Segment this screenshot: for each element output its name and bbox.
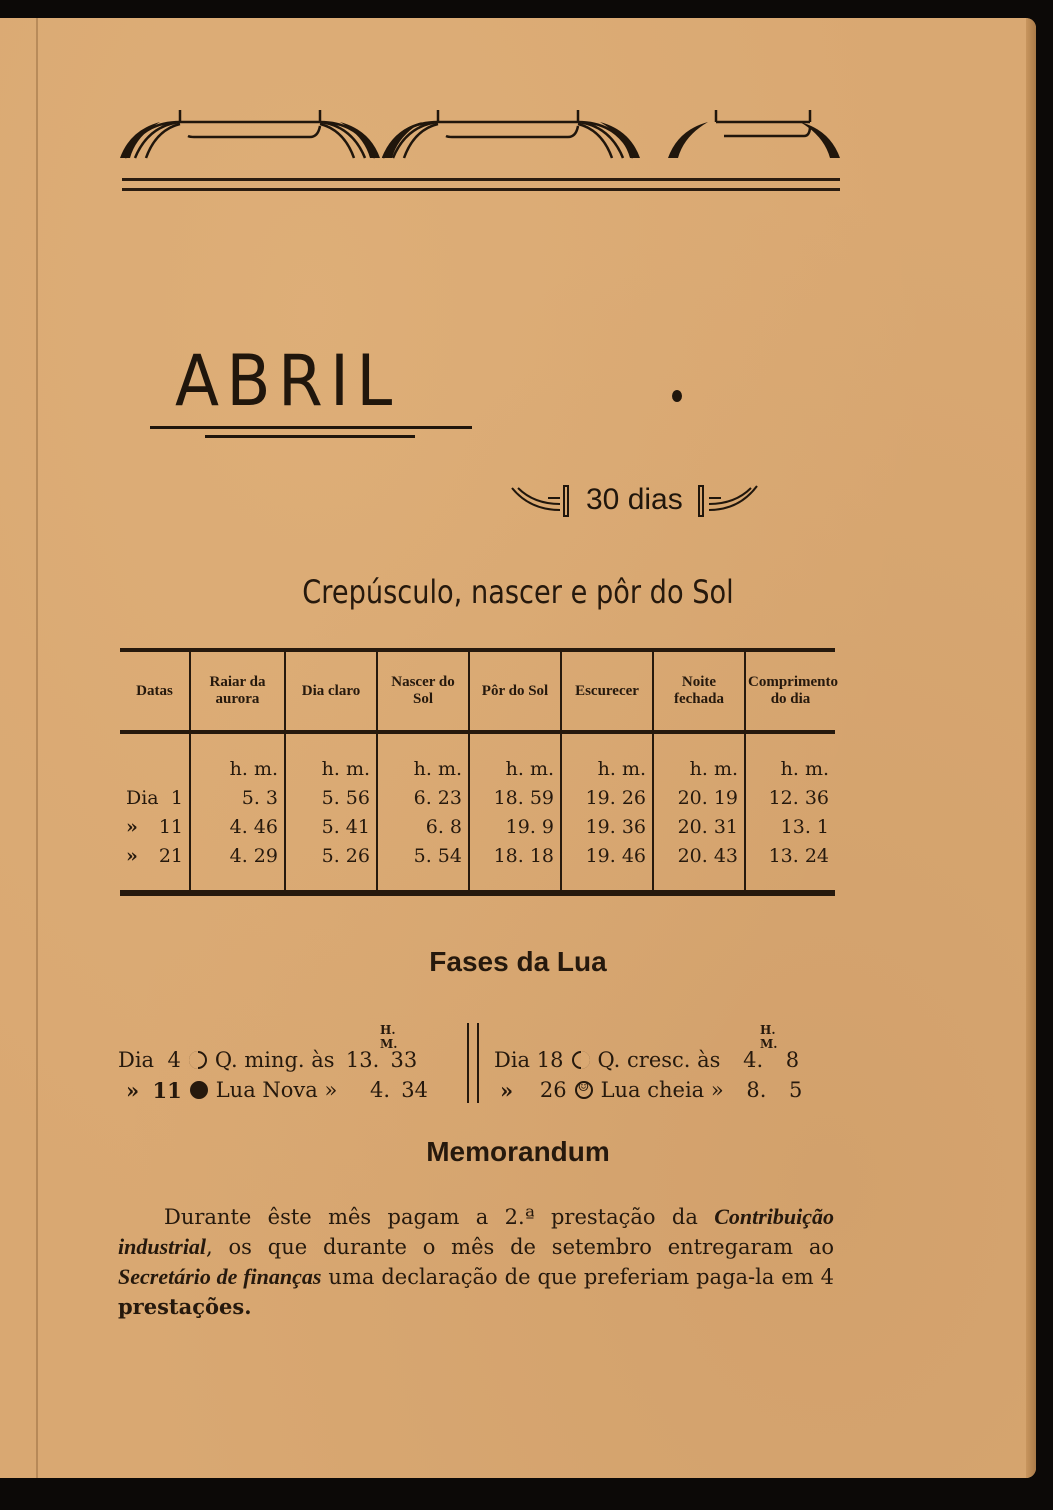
column-header: Raiar da aurora <box>190 652 285 730</box>
phase-label: Lua cheia » <box>600 1078 724 1102</box>
unit-label: h. m. <box>561 734 653 783</box>
month-title: ABRIL <box>175 340 400 422</box>
sun-table-title: Crepúsculo, nascer e pôr do Sol <box>302 573 734 611</box>
phase-label: Q. ming. às <box>214 1048 335 1072</box>
cell: 13. 1 <box>745 812 835 841</box>
phase-day: 26 <box>539 1078 567 1102</box>
cell: 18. 59 <box>469 783 561 812</box>
unit-label: h. m. <box>469 734 561 783</box>
column-header: Noite fechada <box>653 652 745 730</box>
cell: 5. 41 <box>285 812 377 841</box>
cell: 12. 36 <box>745 783 835 812</box>
days-label: 30 dias <box>586 483 683 516</box>
table-header-row <box>120 652 835 730</box>
memo-text-end: prestações. <box>118 1294 252 1319</box>
memorandum-text <box>118 1202 834 1322</box>
row-prefix: » <box>126 815 138 838</box>
moon-phase-row <box>494 1045 799 1075</box>
almanac-page <box>0 18 1036 1478</box>
table-bottom-rule <box>120 890 835 896</box>
row-day: 1 <box>170 786 183 809</box>
right-flourish-icon <box>689 482 759 518</box>
memo-italic: Contribuição industrial <box>118 1204 834 1259</box>
column-header: Dia claro <box>285 652 377 730</box>
phase-hour: 4. <box>743 1048 764 1072</box>
spine-line <box>36 18 38 1478</box>
column-header: Escurecer <box>561 652 653 730</box>
row-prefix: Dia <box>126 786 159 809</box>
hm-label-left: H. M. <box>380 1023 398 1051</box>
phase-prefix: » <box>500 1077 514 1103</box>
cell: 6. 23 <box>377 783 469 812</box>
cell: 4. 29 <box>190 841 285 890</box>
cell: 5. 3 <box>190 783 285 812</box>
cell: 19. 9 <box>469 812 561 841</box>
cell: 6. 8 <box>377 812 469 841</box>
cell: 20. 31 <box>653 812 745 841</box>
cell: 4. 46 <box>190 812 285 841</box>
page-edge <box>1026 18 1036 1478</box>
row-prefix: » <box>126 844 138 867</box>
moon-phase-row <box>118 1045 417 1075</box>
units-row <box>120 734 835 783</box>
memo-text: uma declaração de que preferiam paga-la em 4 <box>321 1265 834 1289</box>
unit-label: h. m. <box>653 734 745 783</box>
cell: 19. 26 <box>561 783 653 812</box>
phase-minute: 33 <box>390 1048 418 1072</box>
title-underline-short <box>205 435 415 438</box>
unit-label: h. m. <box>190 734 285 783</box>
phase-day: 11 <box>152 1077 182 1103</box>
memo-italic: Secretário de finanças <box>118 1264 322 1289</box>
table-row <box>120 841 835 890</box>
phase-prefix: Dia <box>118 1048 155 1072</box>
cell: 5. 54 <box>377 841 469 890</box>
unit-label: h. m. <box>377 734 469 783</box>
cell: 5. 56 <box>285 783 377 812</box>
cell: 5. 26 <box>285 841 377 890</box>
cell: 18. 18 <box>469 841 561 890</box>
unit-label: h. m. <box>745 734 835 783</box>
moon-phases-title: Fases da Lua <box>429 946 607 977</box>
phases-double-divider <box>467 1023 479 1103</box>
waning-quarter-moon-icon <box>189 1051 207 1069</box>
phase-day: 18 <box>536 1048 564 1072</box>
phase-hour: 8. <box>746 1078 767 1102</box>
left-flourish-icon <box>510 482 580 518</box>
phase-minute: 5 <box>789 1078 803 1102</box>
full-moon-icon <box>575 1081 593 1099</box>
waxing-quarter-moon-icon <box>572 1051 590 1069</box>
column-header: Comprimento do dia <box>745 652 835 730</box>
hm-label-right: H. M. <box>760 1023 778 1051</box>
phase-label: Q. cresc. às <box>597 1048 721 1072</box>
phase-prefix: Dia <box>494 1048 531 1072</box>
cell: 20. 19 <box>653 783 745 812</box>
phase-hour: 4. <box>369 1078 390 1102</box>
table-row <box>120 812 835 841</box>
row-day: 21 <box>158 844 183 867</box>
memorandum-title: Memorandum <box>426 1136 610 1167</box>
art-nouveau-ornament-icon <box>120 100 840 160</box>
moon-phase-row <box>500 1075 802 1105</box>
cell: 20. 43 <box>653 841 745 890</box>
title-underline <box>150 426 472 429</box>
phase-minute: 34 <box>401 1078 428 1102</box>
unit-label: h. m. <box>285 734 377 783</box>
cell: 19. 36 <box>561 812 653 841</box>
column-header: Nascer do Sol <box>377 652 469 730</box>
new-moon-icon <box>190 1081 208 1099</box>
table-row <box>120 783 835 812</box>
header-double-rule <box>122 178 840 191</box>
phase-day: 4 <box>167 1048 181 1072</box>
column-header: Datas <box>136 682 173 699</box>
memo-text: , os que durante o mês de setembro entregaram ao <box>206 1235 834 1259</box>
sun-table <box>120 648 838 896</box>
phase-prefix: » <box>126 1077 140 1103</box>
memo-text: Durante êste mês pagam a 2.ª prestação da <box>164 1205 715 1229</box>
moon-phase-row <box>126 1075 428 1105</box>
ink-dot <box>672 390 682 402</box>
row-day: 11 <box>158 815 183 838</box>
cell: 13. 24 <box>745 841 835 890</box>
column-header: Pôr do Sol <box>469 652 561 730</box>
days-count <box>510 480 759 520</box>
phase-minute: 8 <box>785 1048 800 1072</box>
cell: 19. 46 <box>561 841 653 890</box>
phase-label: Lua Nova » <box>215 1078 338 1102</box>
phase-hour: 13. <box>345 1048 380 1072</box>
